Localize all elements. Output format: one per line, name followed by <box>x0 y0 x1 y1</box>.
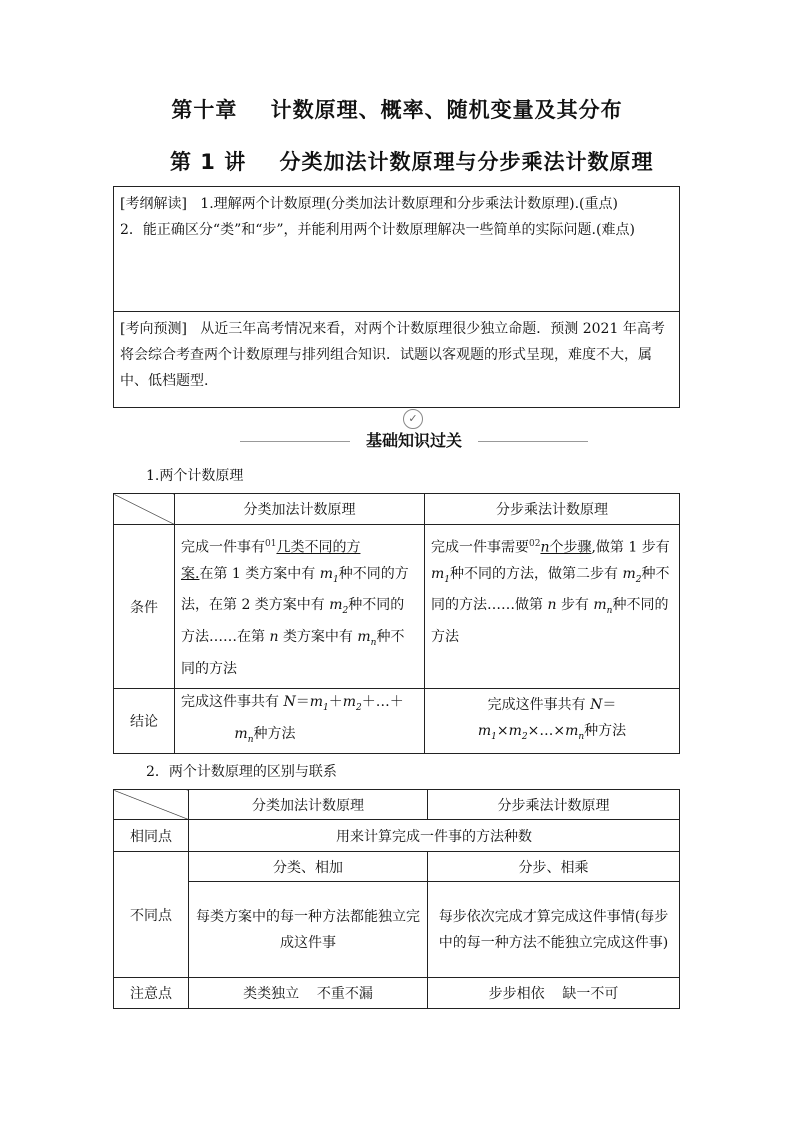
section-title: 基础知识过关 <box>365 431 462 450</box>
row-label-diff: 不同点 <box>114 852 189 978</box>
kaogang-section <box>114 187 679 312</box>
header-addition-principle: 分类加法计数原理 <box>175 494 425 525</box>
kaoxiang-tag: [考向预测] <box>120 321 187 337</box>
note-addition: 类类独立 不重不漏 <box>189 978 428 1009</box>
same-point-text: 用来计算完成一件事的方法种数 <box>189 820 680 852</box>
blank-marker-01: 01 <box>265 539 277 549</box>
header2-addition: 分类加法计数原理 <box>189 790 428 820</box>
blank-answer-classes: 几类不同的方 <box>276 539 361 556</box>
conc1-text-a: 完成这件事共有 <box>181 694 279 711</box>
diff-multiplication-text: 每步依次完成才算完成这件事情(每步中的每一种方法不能独立完成这件事) <box>428 882 680 978</box>
condition-multiplication-cell: 完成一件事需要$^{02}$n个步骤,做第 1 步有 $m_1$种不同的方法，做第二步有 $m_2$种不同的方法……做第 n 步有 $m_n$种不同的方法 <box>425 525 680 689</box>
principles-table <box>113 493 680 754</box>
cond1-text-c: 种不同的方法……在第 <box>181 597 405 646</box>
conc2-text-b: 种方法 <box>584 722 627 739</box>
blank-answer-classes-end: 案. <box>181 565 200 582</box>
cond1-text-d: 类方案中有 <box>282 629 353 646</box>
header2-multiplication: 分步乘法计数原理 <box>428 790 680 820</box>
cond1-text-e: 种不同的方法 <box>181 629 405 678</box>
conc2-text-a: 完成这件事共有 <box>487 696 586 713</box>
outline-box <box>113 186 680 408</box>
section-header <box>240 412 590 454</box>
kaoxiang-section <box>114 312 679 400</box>
lecture-title: 第 1 讲 分类加法计数原理与分步乘法计数原理 <box>170 150 654 174</box>
chapter-title: 第十章 计数原理、概率、随机变量及其分布 <box>171 98 623 122</box>
row-label-conclusion: 结论 <box>114 689 175 754</box>
condition-addition-cell: 完成一件事有$^{01}$几类不同的方 案.在第 1 类方案中有 $m_1$种不同的方法，在第 2 类方案中有 $m_2$种不同的方法……在第 n 类方案中有 $m_n$种不同的方法 <box>175 525 425 689</box>
cond1-text-a: 在第 1 类方案中有 <box>199 565 316 582</box>
cond2-text-d: 步有 <box>560 597 589 614</box>
diff-addition-head: 分类、相加 <box>189 852 428 882</box>
kaoxiang-text: 从近三年高考情况来看，对两个计数原理很少独立命题．预测 2021 年高考将会综合考查两个计数原理与排列组合知识．试题以客观题的形式呈现，难度不大，属中、低档题型. <box>120 321 665 389</box>
divider-left <box>240 441 350 442</box>
row-label-same: 相同点 <box>114 820 189 852</box>
diagonal-header-cell <box>114 494 175 525</box>
difference-table <box>113 789 680 1009</box>
check-emblem-icon: ✓ <box>403 409 423 429</box>
subhead-two-principles: 1.两个计数原理 <box>146 468 244 484</box>
row-label-condition: 条件 <box>114 525 175 689</box>
kaogang-item-1: 1.理解两个计数原理(分类加法计数原理和分步乘法计数原理).(重点) <box>200 196 618 212</box>
cond1-prefix: 完成一件事有 <box>181 539 265 556</box>
cond2-text-c: 种不同的方法……做第 <box>431 565 670 614</box>
conclusion-addition-cell: 完成这件事共有 $N=m_1+m_2+\dots+$ $m_n$种方法 <box>175 689 425 754</box>
divider-right <box>478 441 588 442</box>
cond2-text-a: ,做第 1 步有 <box>591 539 670 556</box>
note-multiplication: 步步相依 缺一不可 <box>428 978 680 1009</box>
diff-addition-text: 每类方案中的每一种方法都能独立完成这件事 <box>189 882 428 978</box>
diagonal-header-cell-2 <box>114 790 189 820</box>
subhead-difference-relation: 2．两个计数原理的区别与联系 <box>146 764 337 780</box>
conc1-text-b: 种方法 <box>253 725 296 742</box>
blank-answer-steps: 个步骤 <box>549 539 592 556</box>
conclusion-multiplication-cell: 完成这件事共有 N＝ $m_1\times m_2\times\dots\times m_n$种方法 <box>425 689 680 754</box>
row-label-note: 注意点 <box>114 978 189 1009</box>
cond1-text-b: 种不同的方法，在第 2 类方案中有 <box>181 565 409 614</box>
header-multiplication-principle: 分步乘法计数原理 <box>425 494 680 525</box>
cond2-text-e: 种不同的方法 <box>431 597 669 646</box>
cond2-prefix: 完成一件事需要 <box>431 539 529 556</box>
cond2-text-b: 种不同的方法，做第二步有 <box>450 565 619 582</box>
blank-marker-02: 02 <box>529 539 541 549</box>
kaogang-item-2: 2．能正确区分“类”和“步”，并能利用两个计数原理解决一些简单的实际问题.(难点) <box>120 222 635 238</box>
kaogang-tag: [考纲解读] <box>120 196 187 212</box>
diff-multiplication-head: 分步、相乘 <box>428 852 680 882</box>
